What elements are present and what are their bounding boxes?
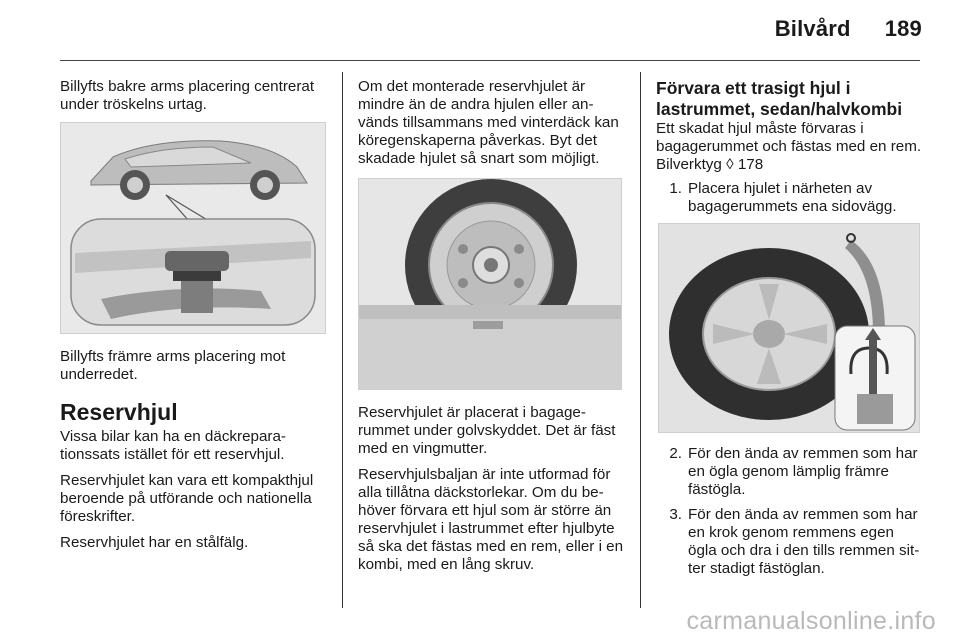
column-divider-1 bbox=[342, 72, 343, 608]
page-ref-number: 178 bbox=[737, 156, 764, 173]
paragraph-repair-kit: Vissa bilar kan ha en däckreparationssats istället för ett reservhjul. bbox=[60, 428, 286, 463]
list-item: 2. För den ända av remmen som har en ögla genom lämplig främre fästögla. bbox=[669, 445, 918, 498]
paragraph-well-size: Reservhjulsbaljan är inte utformad för alla tillåtna däckstorlekar. Om du behöver förvara ett hjul som är större än reservhjulet i lastrummet efter hjulbyte så ska det fästas med en rem, eller i en kombi, med en lång skruv. bbox=[358, 466, 624, 573]
trunk-strap-illustration bbox=[659, 224, 919, 432]
paragraph-spare-location: Reservhjulet är placerat i bagagerummet under golvskyddet. Det är fäst med en vingmutter. bbox=[358, 404, 616, 457]
section-title: Bilvård bbox=[774, 16, 851, 41]
paragraph-steel-rim: Reservhjulet har en stålfälg. bbox=[60, 534, 249, 551]
paragraph-rear-arm: Billyfts bakre arms placering centrerat under tröskelns urtag. bbox=[60, 78, 315, 113]
paragraph-store-intro: Ett skadat hjul måste förvaras i bagagerummet och fästas med en rem. Bilverktyg ◊ 178 bbox=[656, 120, 922, 173]
column-left bbox=[60, 78, 328, 560]
steps-list bbox=[656, 180, 924, 216]
page-header bbox=[775, 16, 922, 42]
figure-car-lift bbox=[60, 122, 326, 334]
section-heading-store-damaged-wheel: Förvara ett trasigt hjul i lastrummet, sedan/halvkombi bbox=[656, 78, 903, 119]
spare-wheel-illustration bbox=[359, 179, 621, 389]
figure-trunk-wheel-strap bbox=[658, 223, 920, 433]
paragraph-smaller-spare: Om det monterade reservhjulet är mindre än de andra hjulen eller används tillsammans med vinterdäck kan köregenskaperna påverkas. Byt det skadade hjulet så snart som möjligt. bbox=[358, 78, 619, 167]
header-rule bbox=[60, 60, 920, 61]
car-lift-illustration bbox=[61, 123, 325, 333]
page-ref-icon: ◊ bbox=[726, 156, 734, 173]
figure-spare-wheel bbox=[358, 178, 622, 390]
column-divider-2 bbox=[640, 72, 641, 608]
section-heading-reservhjul: Reservhjul bbox=[60, 399, 178, 425]
steps-list-continued bbox=[656, 445, 924, 578]
page-number: 189 bbox=[884, 16, 922, 41]
paragraph-compact-wheel: Reservhjulet kan vara ett kompakthjul beroende på utförande och nationella föreskrifter. bbox=[60, 472, 314, 525]
column-right bbox=[656, 78, 924, 585]
paragraph-front-arm: Billyfts främre arms placering mot underredet. bbox=[60, 348, 286, 383]
list-item: 3. För den ända av remmen som har en krok genom remmens egen ögla och dra i den tills remmen sitter stadigt fästöglan. bbox=[669, 506, 920, 577]
list-item: 1. Placera hjulet i närheten av bagagerummets ena sidovägg. bbox=[669, 180, 897, 215]
column-middle bbox=[358, 78, 624, 582]
watermark: carmanualsonline.info bbox=[686, 607, 936, 635]
